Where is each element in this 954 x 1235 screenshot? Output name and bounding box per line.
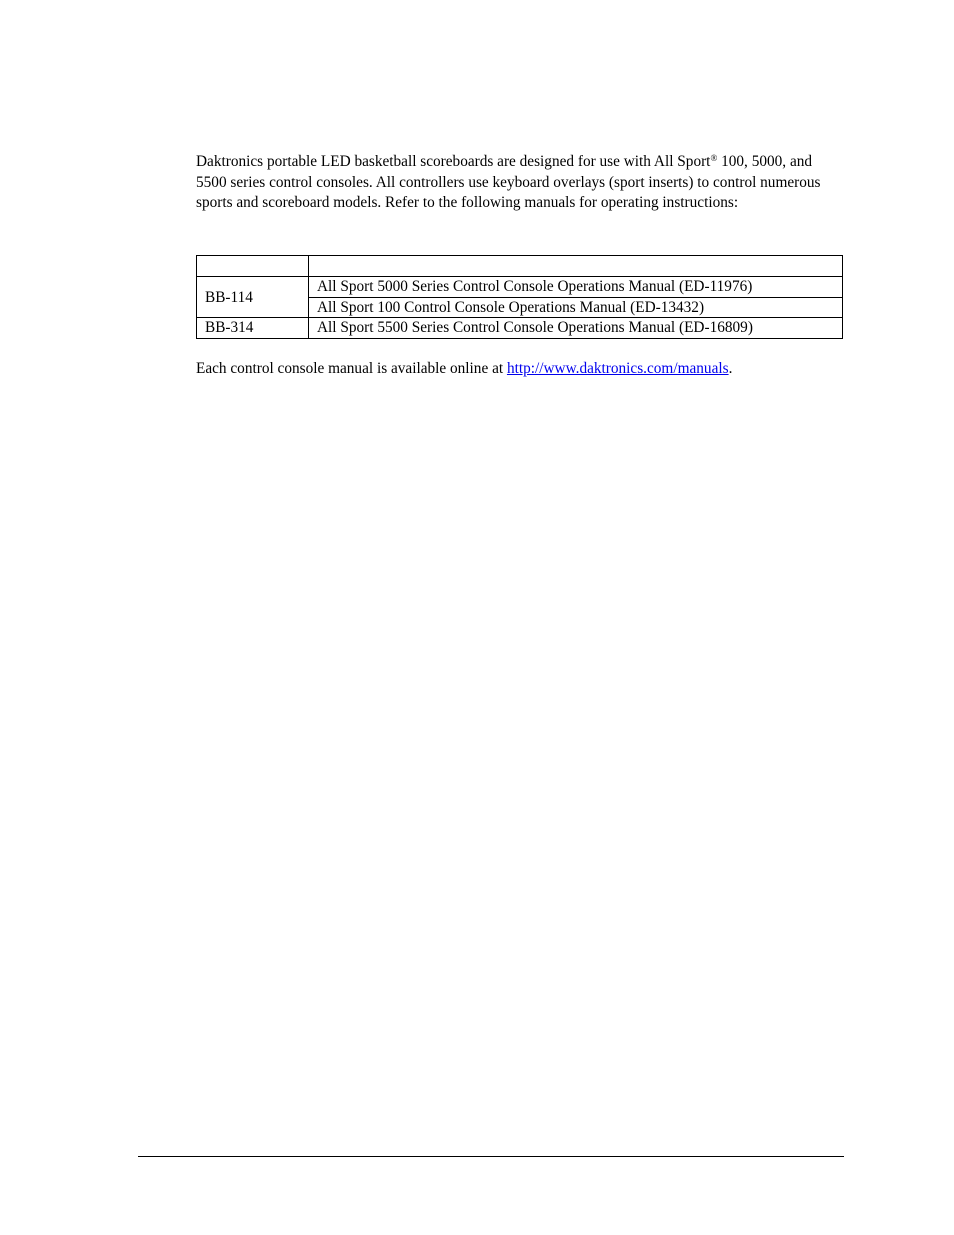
- model-cell-bb-314: BB-314: [197, 318, 309, 339]
- registered-mark: ®: [710, 153, 718, 163]
- model-cell-bb-114: BB-114: [197, 277, 309, 318]
- table-header-row: [197, 256, 843, 277]
- online-availability-note: [196, 359, 732, 379]
- header-model: [197, 256, 309, 277]
- manual-cell: All Sport 100 Control Console Operations Manual (ED-13432): [309, 297, 843, 318]
- header-manual: [309, 256, 843, 277]
- manuals-link[interactable]: http://www.daktronics.com/manuals: [506, 360, 729, 377]
- footer-divider: [138, 1156, 844, 1157]
- online-suffix: .: [728, 360, 733, 377]
- online-text: Each control console manual is available online at: [196, 360, 507, 377]
- table-row: [197, 277, 843, 298]
- table-row: [197, 318, 843, 339]
- manual-cell: All Sport 5500 Series Control Console Operations Manual (ED-16809): [309, 318, 843, 339]
- intro-paragraph: [196, 152, 846, 214]
- intro-text-part1: Daktronics portable LED basketball scoreboards are designed for use with All Sport: [196, 153, 711, 170]
- manuals-table: [196, 255, 843, 339]
- intro-text-part2: 100, 5000, and 5500 series control consoles. All controllers use keyboard overlays (sport inserts) to control numerous sports and scoreboard models. Refer to the following manuals for operating instructions:: [196, 153, 821, 211]
- manual-cell: All Sport 5000 Series Control Console Operations Manual (ED-11976): [309, 277, 843, 298]
